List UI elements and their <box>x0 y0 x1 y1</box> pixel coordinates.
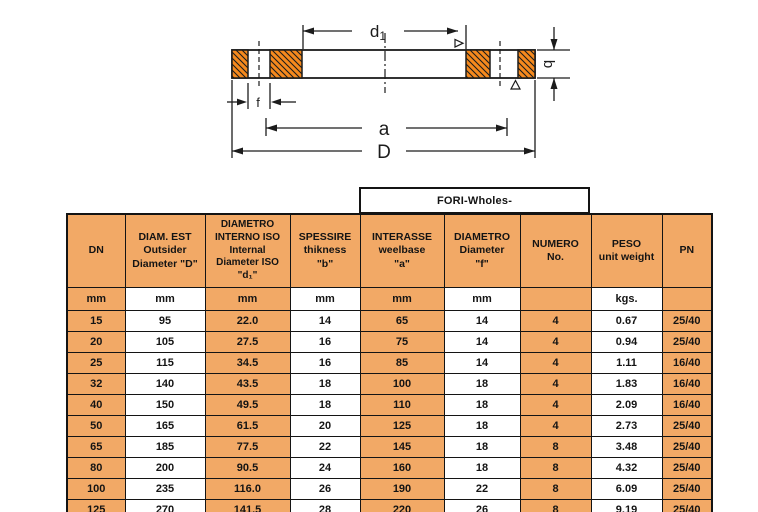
table-cell: 4.32 <box>591 458 662 479</box>
table-cell: 25/40 <box>662 458 712 479</box>
table-cell: 150 <box>125 395 205 416</box>
table-cell: 95 <box>125 311 205 332</box>
table-cell: 18 <box>444 458 520 479</box>
table-cell: 100 <box>360 374 444 395</box>
table-cell: 75 <box>360 332 444 353</box>
dim-label-b: b <box>540 59 557 69</box>
table-cell: 26 <box>290 479 360 500</box>
table-cell: 2.73 <box>591 416 662 437</box>
table-row <box>67 416 712 437</box>
table-cell: 18 <box>444 437 520 458</box>
table-cell: 4 <box>520 311 591 332</box>
table-cell: 40 <box>67 395 125 416</box>
table-cell: 235 <box>125 479 205 500</box>
table-cell: 6.09 <box>591 479 662 500</box>
table-row <box>67 353 712 374</box>
column-header-5: DIAMETRO Diameter "f" <box>444 214 520 288</box>
table-cell: 2.09 <box>591 395 662 416</box>
table-cell: 26 <box>444 500 520 512</box>
table-cell: 25/40 <box>662 416 712 437</box>
table-cell: 160 <box>360 458 444 479</box>
table-cell: 24 <box>290 458 360 479</box>
column-header-3: SPESSIRE thikness "b" <box>290 214 360 288</box>
table-cell: 25 <box>67 353 125 374</box>
column-header-8: PN <box>662 214 712 288</box>
table-cell: 14 <box>290 311 360 332</box>
flange-dimensions-table <box>66 213 713 512</box>
table-cell: 25/40 <box>662 500 712 512</box>
unit-cell: mm <box>444 288 520 311</box>
table-cell: 220 <box>360 500 444 512</box>
column-header-6: NUMERO No. <box>520 214 591 288</box>
datum-triangle-bottom <box>511 81 520 90</box>
fori-wholes-band: FORI-Wholes- <box>359 187 590 214</box>
table-cell: 3.48 <box>591 437 662 458</box>
dim-label-a: a <box>378 119 390 140</box>
unit-cell: mm <box>205 288 290 311</box>
table-cell: 22 <box>290 437 360 458</box>
table-cell: 9.19 <box>591 500 662 512</box>
table-cell: 1.83 <box>591 374 662 395</box>
table-cell: 18 <box>444 416 520 437</box>
table-cell: 43.5 <box>205 374 290 395</box>
table-cell: 8 <box>520 437 591 458</box>
table-cell: 14 <box>444 311 520 332</box>
unit-cell: mm <box>125 288 205 311</box>
dim-label-D: D <box>377 142 391 163</box>
table-cell: 4 <box>520 374 591 395</box>
table-cell: 85 <box>360 353 444 374</box>
table-cell: 18 <box>444 395 520 416</box>
table-cell: 141.5 <box>205 500 290 512</box>
table-row <box>67 395 712 416</box>
table-cell: 16 <box>290 353 360 374</box>
table-cell: 115 <box>125 353 205 374</box>
dim-label-d1: d1 <box>369 22 387 43</box>
column-header-1: DIAM. EST Outsider Diameter "D" <box>125 214 205 288</box>
table-cell: 16/40 <box>662 353 712 374</box>
table-row <box>67 479 712 500</box>
unit-cell: kgs. <box>591 288 662 311</box>
table-cell: 34.5 <box>205 353 290 374</box>
table-cell: 18 <box>290 374 360 395</box>
column-header-4: INTERASSE weelbase "a" <box>360 214 444 288</box>
table-cell: 25/40 <box>662 437 712 458</box>
table-cell: 8 <box>520 458 591 479</box>
column-header-7: PESO unit weight <box>591 214 662 288</box>
table-cell: 16/40 <box>662 395 712 416</box>
table-cell: 27.5 <box>205 332 290 353</box>
table-cell: 165 <box>125 416 205 437</box>
column-header-0: DN <box>67 214 125 288</box>
table-cell: 110 <box>360 395 444 416</box>
table-cell: 4 <box>520 332 591 353</box>
unit-cell: mm <box>290 288 360 311</box>
table-cell: 20 <box>67 332 125 353</box>
table-cell: 25/40 <box>662 332 712 353</box>
table-cell: 18 <box>290 395 360 416</box>
unit-cell: mm <box>360 288 444 311</box>
unit-cell <box>520 288 591 311</box>
table-cell: 185 <box>125 437 205 458</box>
table-cell: 14 <box>444 332 520 353</box>
column-header-2: DIAMETRO INTERNO ISO Internal Diameter ISO "d₁" <box>205 214 290 288</box>
table-cell: 125 <box>360 416 444 437</box>
table-row <box>67 311 712 332</box>
table-row <box>67 458 712 479</box>
flange-drawing <box>0 0 758 180</box>
table-cell: 65 <box>360 311 444 332</box>
table-cell: 105 <box>125 332 205 353</box>
table-cell: 28 <box>290 500 360 512</box>
unit-cell: mm <box>67 288 125 311</box>
table-cell: 4 <box>520 353 591 374</box>
unit-cell <box>662 288 712 311</box>
table-cell: 65 <box>67 437 125 458</box>
table-cell: 14 <box>444 353 520 374</box>
table-row <box>67 437 712 458</box>
table-cell: 140 <box>125 374 205 395</box>
table-cell: 0.94 <box>591 332 662 353</box>
table-cell: 270 <box>125 500 205 512</box>
dimension-f <box>227 83 296 109</box>
table-cell: 125 <box>67 500 125 512</box>
table-cell: 25/40 <box>662 311 712 332</box>
table-cell: 16/40 <box>662 374 712 395</box>
datum-triangle-right <box>455 40 463 48</box>
table-cell: 18 <box>444 374 520 395</box>
table-cell: 200 <box>125 458 205 479</box>
table-cell: 145 <box>360 437 444 458</box>
table-cell: 116.0 <box>205 479 290 500</box>
header-row <box>67 214 712 288</box>
table-row <box>67 374 712 395</box>
table-cell: 32 <box>67 374 125 395</box>
table-cell: 8 <box>520 500 591 512</box>
table-cell: 22.0 <box>205 311 290 332</box>
table-cell: 16 <box>290 332 360 353</box>
table-cell: 20 <box>290 416 360 437</box>
table-cell: 100 <box>67 479 125 500</box>
table-row <box>67 500 712 512</box>
table-cell: 1.11 <box>591 353 662 374</box>
table-cell: 190 <box>360 479 444 500</box>
table-cell: 90.5 <box>205 458 290 479</box>
table-cell: 4 <box>520 416 591 437</box>
table-cell: 61.5 <box>205 416 290 437</box>
table-cell: 0.67 <box>591 311 662 332</box>
table-cell: 25/40 <box>662 479 712 500</box>
table-cell: 80 <box>67 458 125 479</box>
dim-label-f: f <box>256 95 260 110</box>
table-cell: 50 <box>67 416 125 437</box>
table-row <box>67 332 712 353</box>
table-cell: 8 <box>520 479 591 500</box>
table-cell: 15 <box>67 311 125 332</box>
table-cell: 49.5 <box>205 395 290 416</box>
table-cell: 77.5 <box>205 437 290 458</box>
table-cell: 22 <box>444 479 520 500</box>
table-cell: 4 <box>520 395 591 416</box>
units-row <box>67 288 712 311</box>
